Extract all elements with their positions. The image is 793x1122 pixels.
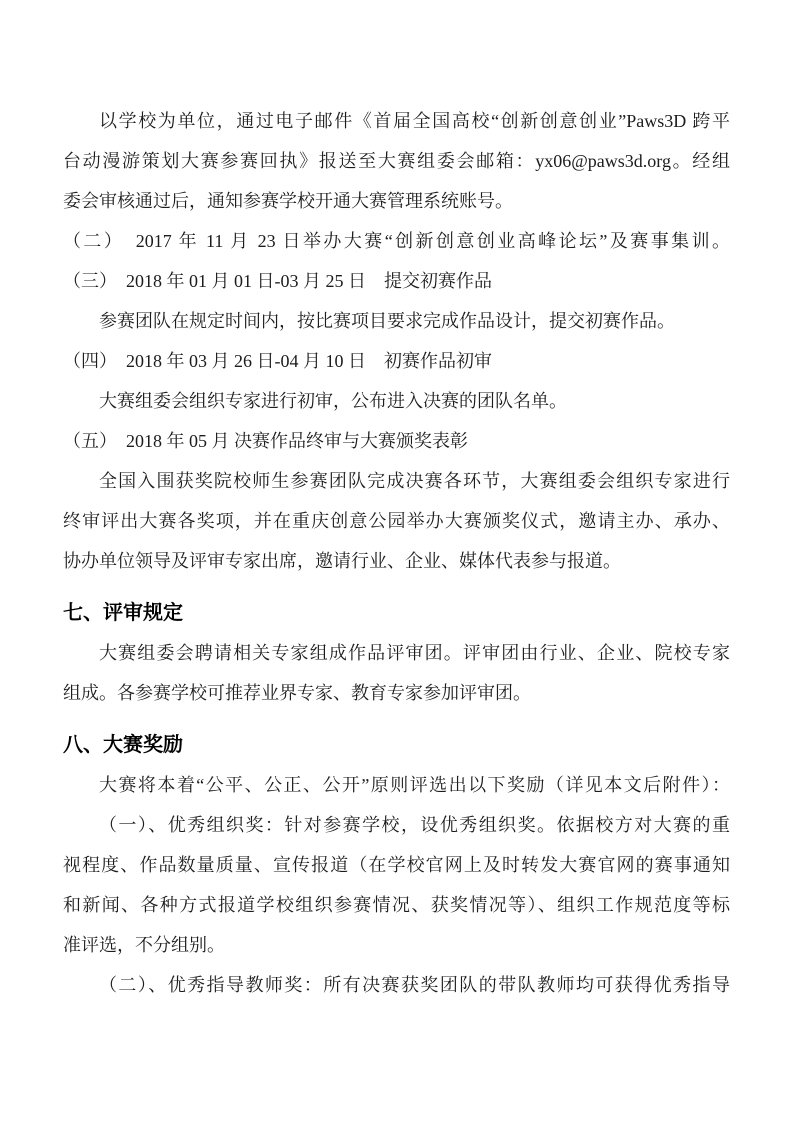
text-line: 准评选，不分组别。 — [63, 935, 225, 955]
text-line: 协办单位领导及评审专家出席，邀请行业、企业、媒体代表参与报道。 — [63, 551, 621, 571]
text-line: （五） 2018 年 05 月 决赛作品终审与大赛颁奖表彰 — [63, 431, 468, 451]
text-line: 终审评出大赛各奖项，并在重庆创意公园举办大赛颁奖仪式，邀请主办、承办、 — [63, 511, 730, 531]
text-line: 和新闻、各种方式报道学校组织参赛情况、获奖情况等）、组织工作规范度等标 — [63, 895, 730, 915]
text-line: 全国入围获奖院校师生参赛团队完成决赛各环节，大赛组委会组织专家进行 — [99, 471, 730, 491]
document-body — [63, 101, 730, 1005]
text-line: 台动漫游策划大赛参赛回执》报送至大赛组委会邮箱：yx06@paws3d.org。经组 — [63, 151, 730, 171]
text-line: 大赛组委会聘请相关专家组成作品评审团。评审团由行业、企业、院校专家 — [99, 643, 730, 663]
text-line: 大赛组委会组织专家进行初审，公布进入决赛的团队名单。 — [99, 391, 567, 411]
text-line: 委会审核通过后，通知参赛学校开通大赛管理系统账号。 — [63, 191, 513, 211]
text-line: （一）、优秀组织奖：针对参赛学校，设优秀组织奖。依据校方对大赛的重 — [99, 815, 730, 835]
text-line: （四） 2018 年 03 月 26 日-04 月 10 日 初赛作品初审 — [63, 351, 492, 371]
text-line: （三） 2018 年 01 月 01 日-03 月 25 日 提交初赛作品 — [63, 271, 492, 291]
text-line: 组成。各参赛学校可推荐业界专家、教育专家参加评审团。 — [63, 683, 531, 703]
text-line: 以学校为单位，通过电子邮件《首届全国高校“创新创意创业”Paws3D 跨平 — [99, 111, 730, 131]
text-line: 参赛团队在规定时间内，按比赛项目要求完成作品设计，提交初赛作品。 — [99, 311, 675, 331]
text-line: 大赛将本着“公平、公正、公开”原则评选出以下奖励（详见本文后附件）： — [99, 775, 730, 795]
text-line: 视程度、作品数量质量、宣传报道（在学校官网上及时转发大赛官网的赛事通知 — [63, 855, 730, 875]
section-heading: 八、大赛奖励 — [63, 734, 183, 756]
text-line: （二） 2017 年 11 月 23 日举办大赛“创新创意创业高峰论坛”及赛事集训。 — [63, 231, 730, 251]
text-line: （二）、优秀指导教师奖：所有决赛获奖团队的带队教师均可获得优秀指导 — [99, 975, 730, 995]
section-heading: 七、评审规定 — [63, 602, 183, 624]
